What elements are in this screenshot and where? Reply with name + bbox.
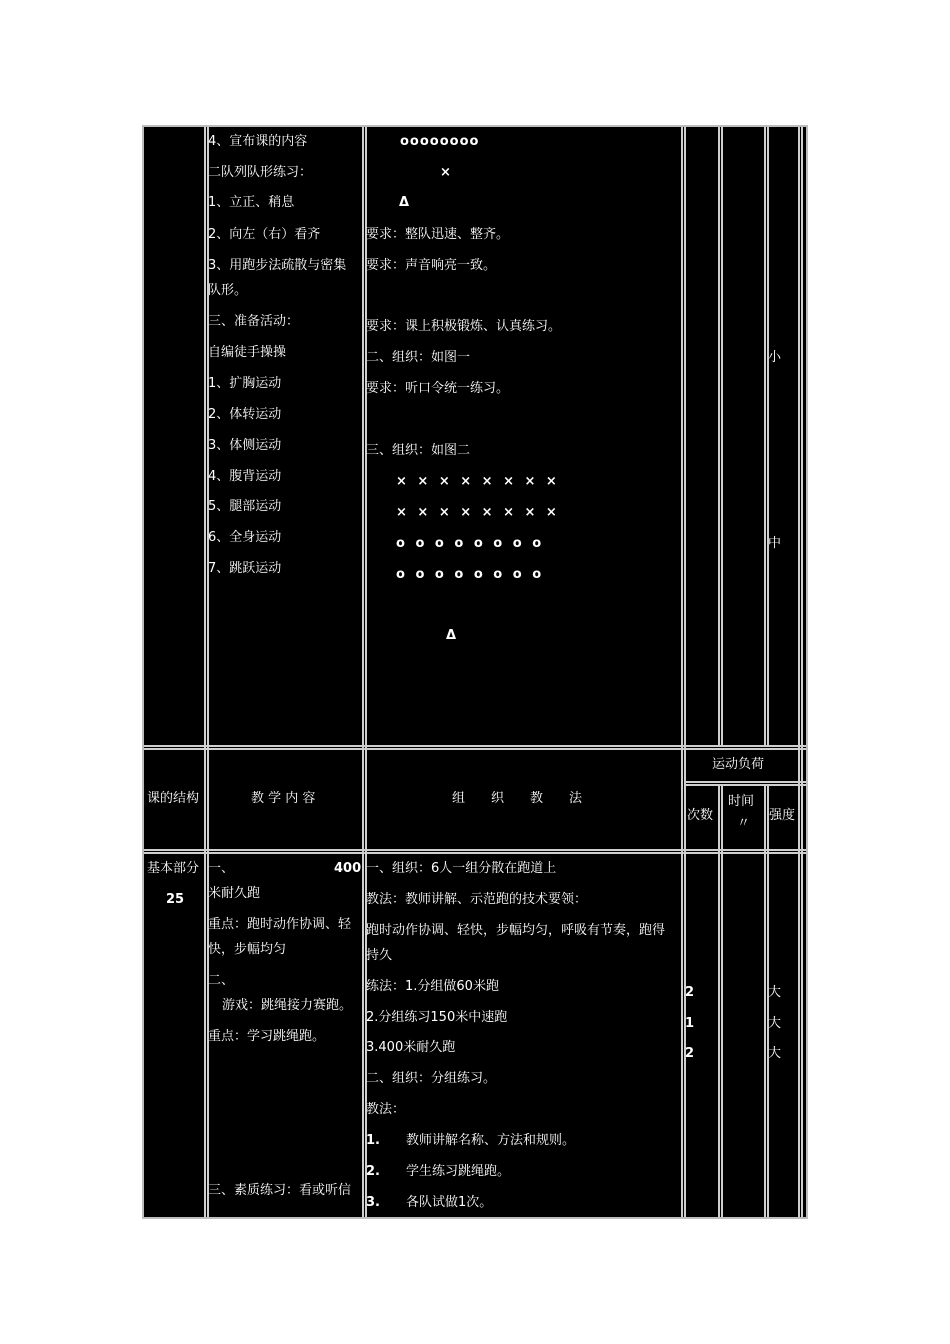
header-times: 次数 (687, 808, 714, 823)
col-divider-structure (204, 127, 206, 1217)
step-text: 各队试做1次。 (406, 1195, 493, 1210)
content-line: 快，步幅均匀 (208, 942, 287, 957)
step-number: 1. (366, 1133, 380, 1148)
org-line: 要求：听口令统一练习。 (366, 381, 510, 396)
col-divider-times-top-double (721, 127, 723, 747)
content-line: 400 (334, 861, 362, 876)
intensity-value: 中 (768, 536, 782, 551)
content-line: 2、向左（右）看齐 (208, 227, 321, 242)
org-line: 2.分组练习150米中速跑 (366, 1010, 508, 1025)
formation-cross: × (440, 165, 451, 180)
org-line: 一、组织：6人一组分散在跑道上 (366, 861, 557, 876)
content-line: 三、素质练习：看或听信 (208, 1183, 352, 1198)
col-divider-duration-top (764, 127, 766, 747)
content-line: 7、跳跃运动 (208, 561, 282, 576)
lesson-plan-table (142, 125, 808, 1219)
step-text: 教师讲解名称、方法和规则。 (406, 1133, 576, 1148)
formation-cross-row: × × × × × × × × (396, 505, 560, 520)
row-divider-header-bottom-double (144, 852, 806, 854)
step-text: 学生练习跳绳跑。 (406, 1164, 511, 1179)
basic-minutes: 25 (166, 892, 185, 907)
header-content: 教 学 内 容 (251, 791, 316, 806)
org-line: 跑时动作协调、轻快，步幅均匀，呼吸有节奏，跑得 (366, 923, 666, 938)
times-value: 1 (685, 1016, 695, 1031)
col-divider-content (362, 127, 364, 1217)
content-line: 队形。 (208, 283, 248, 298)
row-divider-header-bottom (144, 849, 806, 851)
formation-o-row: oooooooo (400, 134, 480, 149)
formation-delta: Δ (399, 195, 410, 210)
org-line: 三、组织：如图二 (366, 443, 471, 458)
content-line: 游戏：跳绳接力赛跑。 (222, 998, 353, 1013)
org-line: 教法：教师讲解、示范跑的技术要领： (366, 892, 588, 907)
org-line: 持久 (366, 948, 393, 963)
step-number: 2. (366, 1164, 380, 1179)
org-line: 二、组织：如图一 (366, 350, 471, 365)
formation-o-row: o o o o o o o o (396, 567, 545, 582)
header-duration: 时间 (728, 794, 755, 809)
content-line: 4、腹背运动 (208, 469, 282, 484)
content-line: 二、 (208, 973, 235, 988)
formation-cross-row: × × × × × × × × (396, 474, 560, 489)
content-line: 2、体转运动 (208, 407, 282, 422)
row-divider-header-top-double (144, 748, 806, 750)
col-divider-times-top (718, 127, 720, 747)
content-line: 6、全身运动 (208, 530, 282, 545)
header-org: 组 织 教 法 (452, 791, 583, 806)
org-line: 3.400米耐久跑 (366, 1040, 456, 1055)
header-intensity: 强度 (769, 808, 796, 823)
col-divider-intensity-double (801, 127, 803, 1217)
org-line: 教法： (366, 1102, 406, 1117)
intensity-value: 小 (768, 350, 782, 365)
content-line: 米耐久跑 (208, 886, 261, 901)
basic-structure-label: 基本部分 (147, 861, 200, 876)
header-load: 运动负荷 (712, 757, 765, 772)
content-line: 三、准备活动： (208, 314, 300, 329)
col-divider-duration-top-double (767, 127, 769, 747)
content-line: 5、腿部运动 (208, 499, 282, 514)
content-line: 3、体侧运动 (208, 438, 282, 453)
intensity-value: 大 (768, 1016, 782, 1031)
content-line: 1、立正、稍息 (208, 195, 295, 210)
org-line: 要求：课上积极锻炼、认真练习。 (366, 319, 562, 334)
row-divider-load (684, 781, 806, 783)
formation-delta: Δ (446, 628, 457, 643)
header-duration-unit: 〃 (737, 816, 751, 831)
intensity-value: 大 (768, 1046, 782, 1061)
org-line: 二、组织：分组练习。 (366, 1071, 497, 1086)
formation-o-row: o o o o o o o o (396, 536, 545, 551)
content-line: 1、扩胸运动 (208, 376, 282, 391)
content-line: 重点：跑时动作协调、轻 (208, 917, 352, 932)
content-line: 二队列队形练习： (208, 165, 313, 180)
times-value: 2 (685, 1046, 695, 1061)
content-line: 3、用跑步法疏散与密集 (208, 258, 347, 273)
row-divider-header-top (144, 745, 806, 747)
times-value: 2 (685, 985, 695, 1000)
content-line: 重点：学习跳绳跑。 (208, 1029, 326, 1044)
col-divider-org (681, 127, 683, 1217)
row-divider-load-double (684, 784, 806, 786)
content-line: 一、 (208, 861, 235, 876)
content-line: 4、宣布课的内容 (208, 134, 308, 149)
header-structure: 课的结构 (147, 791, 200, 806)
content-line: 自编徒手操操 (208, 345, 287, 360)
org-line: 练法：1.分组做60米跑 (366, 979, 499, 994)
col-divider-intensity (798, 127, 800, 1217)
step-number: 3. (366, 1195, 380, 1210)
org-line: 要求：整队迅速、整齐。 (366, 227, 510, 242)
org-line: 要求：声音响亮一致。 (366, 258, 497, 273)
intensity-value: 大 (768, 985, 782, 1000)
